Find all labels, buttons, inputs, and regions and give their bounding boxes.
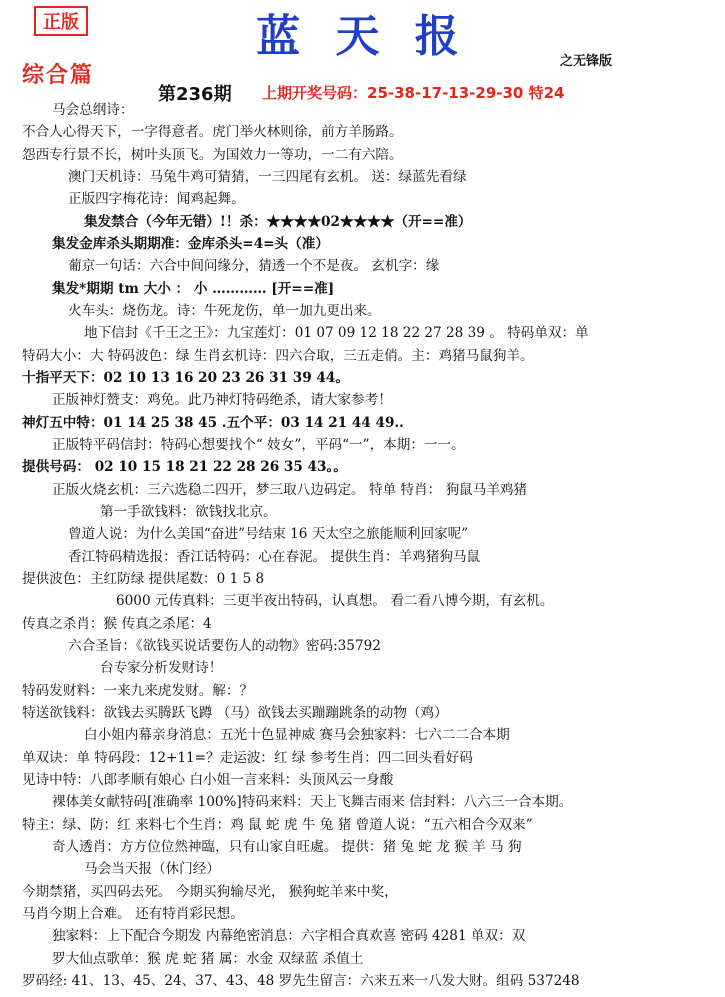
text-line: 提供号码： 02 10 15 18 21 22 28 26 35 43。。 <box>22 459 347 475</box>
text-line: 提供波色：主红防绿 提供尾数：0 1 5 8 <box>22 571 265 587</box>
issue-number: 第236期 <box>158 84 232 105</box>
text-line: 今期禁猪，买四码去死。 今期买狗输尽光， 猴狗蛇羊来中奖， <box>22 884 398 900</box>
text-line: 香江特码精选报：香江话特码：心在春泥。 提供生肖：羊鸡猪狗马鼠 <box>68 549 481 565</box>
text-line: 神灯五中特：01 14 25 38 45 .五个平：03 14 21 44 49.. <box>22 415 404 431</box>
text-line: 集发*期期 tm 大小 ： 小 ………… [开==准] <box>52 281 335 297</box>
text-line: 集发禁合（今年无错）!！杀：★★★★02★★★★（开==准） <box>84 214 472 230</box>
text-line: 正版四字梅花诗：闻鸡起舞。 <box>68 191 245 207</box>
text-line: 集发金库杀头期期准：金库杀头=4=头（准） <box>52 236 329 252</box>
text-line: 罗码经: 41、13、45、24、37、43、48 罗先生留言：六来五来一八发大财。组码 537248 <box>22 973 580 989</box>
text-line: 传真之杀肖：猴 传真之杀尾：4 <box>22 616 212 632</box>
edition-label: 之无锋版 <box>560 54 613 69</box>
text-line: 正版神灯赞支：鸡免。此乃神灯特码绝杀，请大家参考！ <box>52 392 392 408</box>
newspaper-title: 蓝 天 报 <box>256 11 469 62</box>
text-line: 正版特平码信封：特码心想要找个“ 妓女”，平码“一”，本期：一一。 <box>52 437 465 453</box>
section-label: 综合篇 <box>22 63 95 88</box>
text-line: 马肖今期上合难。 还有特肖彩民想。 <box>22 906 244 922</box>
text-line: 第一手欲钱料：欲钱找北京。 <box>100 504 277 520</box>
text-line: 特主：绿、防：红 来料七个生肖：鸡 鼠 蛇 虎 牛 兔 猪 曾道人说：“五六相合今双来” <box>22 817 533 833</box>
text-line: 独家料：上下配合今期发 内幕绝密消息：六字相合真欢喜 密码 4281 单双：双 <box>52 928 526 944</box>
text-line: 正版火烧玄机：三六选稳二四开，梦三取八边码定。 特单 特肖： 狗鼠马羊鸡猪 <box>52 482 528 498</box>
text-line: 十指平天下：02 10 13 16 20 23 26 31 39 44。 <box>22 370 349 386</box>
text-line: 白小姐内幕亲身消息：五光十色显神威 赛马会独家料：七六二二合本期 <box>84 727 510 743</box>
text-line: 六合圣旨：《欲钱买说话要伤人的动物》密码:35792 <box>68 638 381 654</box>
text-line: 奇人透肖：方方位位然神臨，只有山家自旺處。 提供：猪 兔 蛇 龙 猴 羊 马 狗 <box>52 839 522 855</box>
text-line: 台专家分析发财诗！ <box>100 660 223 676</box>
text-line: 火车头：烧伤龙。诗：牛死龙伤，单一加九更出来。 <box>68 303 381 319</box>
text-line: 6000 元传真料：三更半夜出特码，认真想。 看二看八博今期，有玄机。 <box>116 593 554 609</box>
text-line: 不合人心得天下，一字得意者。虎门举火林则徐，前方羊肠路。 <box>22 124 403 140</box>
text-line: 特码大小：大 特码波色：绿 生肖玄机诗：四六合取，三五走俏。主：鸡猪马鼠狗羊。 <box>22 348 534 364</box>
text-line: 马会总纲诗： <box>52 102 134 118</box>
text-line: 葡京一句话：六合中间问缘分，猜透一个不是夜。 玄机字：缘 <box>68 258 440 274</box>
text-line: 裸体美女献特码[准确率 100%]特码来料：天上飞舞吉雨来 信封料：八六三一合本期。 <box>52 794 573 810</box>
last-draw-numbers: 上期开奖号码：25-38-17-13-29-30 特24 <box>262 84 565 102</box>
text-line: 澳门天机诗：马兔牛鸡可猜猜，一三四尾有玄机。 送：绿蓝先看绿 <box>68 169 467 185</box>
text-line: 罗大仙点歌单：猴 虎 蛇 猪 属：水金 双绿蓝 杀值土 <box>52 951 364 967</box>
text-line: 地下信封《千王之王》：九宝莲灯：01 07 09 12 18 22 27 28 39 。 特码单双：单 <box>84 325 589 341</box>
text-line: 怨西专行景不长，树叶头顶飞。为国效力一等功，一二有六陪。 <box>22 147 403 163</box>
text-line: 特送欲钱料：欲钱去买腾跃飞蹲 （马）欲钱去买蹦蹦跳条的动物（鸡） <box>22 705 448 721</box>
text-line: 马会当天报（休门经） <box>84 861 220 877</box>
zhengban-badge: 正版 <box>34 6 88 36</box>
text-line: 见诗中特：八郎孝顺有娘心 白小姐一言来料：头顶风云一身酸 <box>22 772 394 788</box>
text-line: 特码发财料：一来九来虎发财。解：？ <box>22 683 254 699</box>
text-line: 单双诀：单 特码段：12+11=？走运波：红 绿 参考生肖：四二回头看好码 <box>22 750 473 766</box>
text-line: 曾道人说：为什么美国“奋进”号结束 16 天太空之旅能顺利回家呢” <box>68 526 469 542</box>
